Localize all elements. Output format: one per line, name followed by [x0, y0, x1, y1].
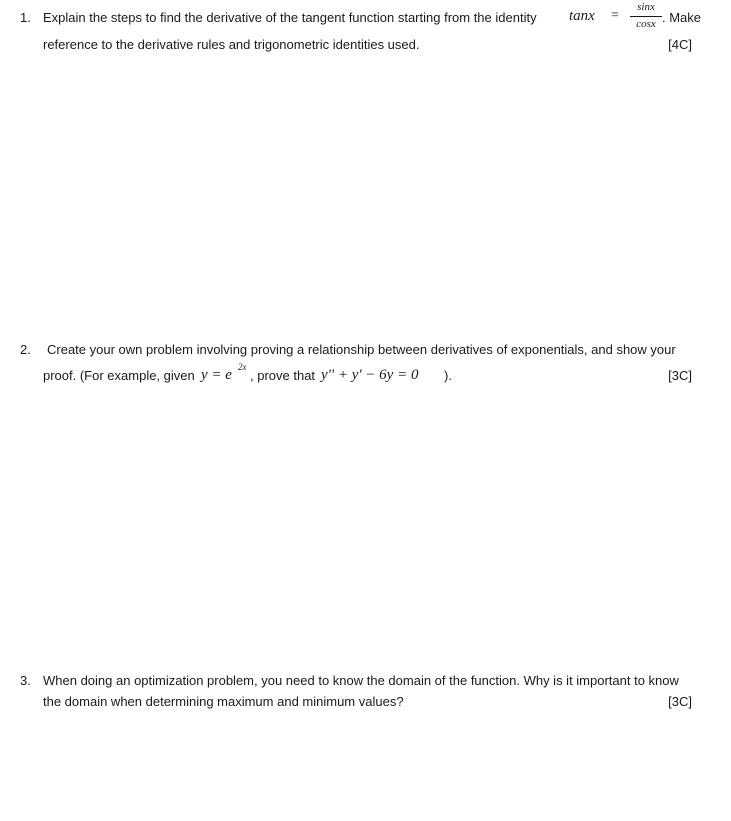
question-1-equals-sign: = [611, 8, 619, 23]
question-2-marks: [3C] [668, 368, 692, 383]
question-2-line-1-text: Create your own problem involving proving a relationship between derivatives of exponentials, and show your [47, 342, 676, 357]
question-2-line-2-mid: , prove that [250, 368, 316, 383]
question-3-marks: [3C] [668, 694, 692, 709]
fraction-denominator: cosx [636, 18, 656, 30]
question-3-line-1-text: When doing an optimization problem, you need to know the domain of the function. Why is it important to know [43, 673, 679, 688]
question-2-line-2-prefix: proof. (For example, given [43, 368, 195, 383]
exponent-2x: 2x [238, 362, 247, 372]
question-2-y-equals-e-math: y = e [201, 367, 232, 383]
question-2-number: 2. [20, 342, 31, 357]
question-1-number: 1. [20, 10, 31, 25]
question-1-marks: [4C] [668, 37, 692, 52]
question-1-line-2-text: reference to the derivative rules and trigonometric identities used. [43, 37, 420, 52]
question-3-line-2-text: the domain when determining maximum and minimum values? [43, 694, 404, 709]
question-2-differential-equation: y'' + y' − 6y = 0 [321, 367, 419, 383]
question-1-line-1-text: Explain the steps to find the derivative of the tangent function starting from the identity [43, 10, 537, 25]
question-3-number: 3. [20, 673, 31, 688]
fraction-numerator: sinx [637, 1, 655, 13]
question-1-tanx-math: tanx [569, 8, 595, 24]
question-1-line-1-tail: . Make [662, 10, 702, 25]
fraction-bar [630, 16, 662, 17]
question-2-line-2-tail: ). [444, 368, 452, 383]
